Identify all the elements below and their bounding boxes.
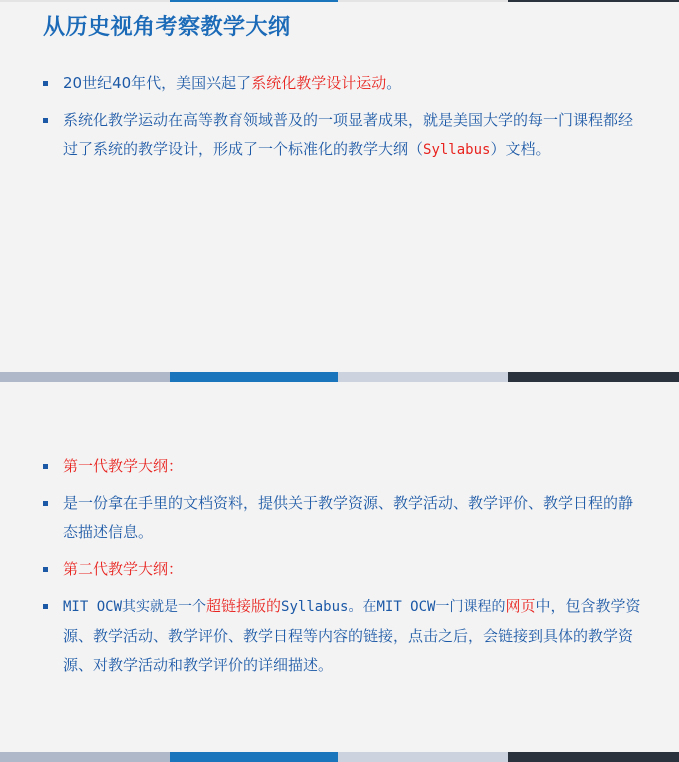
slide-bottom-bar: [0, 752, 679, 762]
list-item: [42, 106, 642, 165]
bullet-marker: [43, 501, 48, 506]
highlight-text: Syllabus: [423, 142, 491, 158]
list-item: [42, 489, 642, 547]
bullet-text: 20世纪40年代，美国兴起了: [63, 74, 252, 92]
bullet-marker: [43, 81, 48, 86]
list-item: [42, 452, 642, 481]
slide-bottom-bar: [0, 372, 679, 382]
section-heading: 第二代教学大纲：: [63, 560, 184, 578]
slide-2-bullets: [42, 452, 642, 680]
bullet-marker: [43, 118, 48, 123]
list-item: [42, 555, 642, 584]
list-item: [42, 69, 642, 98]
slide-1-bullets: [42, 69, 642, 165]
bullet-text: Syllabus。在MIT OCW一门课程的: [281, 599, 506, 615]
list-item: [42, 592, 642, 680]
highlight-text: 系统化教学设计运动: [251, 74, 387, 92]
slide-top-line: [0, 0, 679, 2]
section-heading: 第一代教学大纲：: [63, 457, 184, 475]
bullet-text: ）文档。: [490, 140, 551, 158]
slide-title: 从历史视角考察教学大纲: [43, 15, 291, 40]
highlight-text: 网页: [505, 597, 536, 615]
bullet-marker: [43, 464, 48, 469]
bullet-text: 。: [386, 74, 402, 92]
bullet-text: 系统化教学运动在高等教育领域普及的一项显著成果，就是美国大学的每一门课程都经过了系统的教学设计，形成了一个标准化的教学大纲（: [63, 111, 634, 158]
bullet-text: 是一份拿在手里的文档资料，提供关于教学资源、教学活动、教学评价、教学日程的静态描述信息。: [63, 494, 634, 541]
bullet-text: MIT OCW其实就是一个: [63, 599, 207, 615]
slide-2: [0, 382, 679, 752]
slide-1: [0, 0, 679, 372]
bullet-marker: [43, 604, 48, 609]
bullet-marker: [43, 567, 48, 572]
highlight-text: 超链接版的: [206, 597, 282, 615]
bullet-text: 中，包含教学资源、教学活动、教学评价、教学日程等内容的链接，点击之后，会链接到具体的教学资源、对教学活动和教学评价的详细描述。: [63, 597, 641, 674]
